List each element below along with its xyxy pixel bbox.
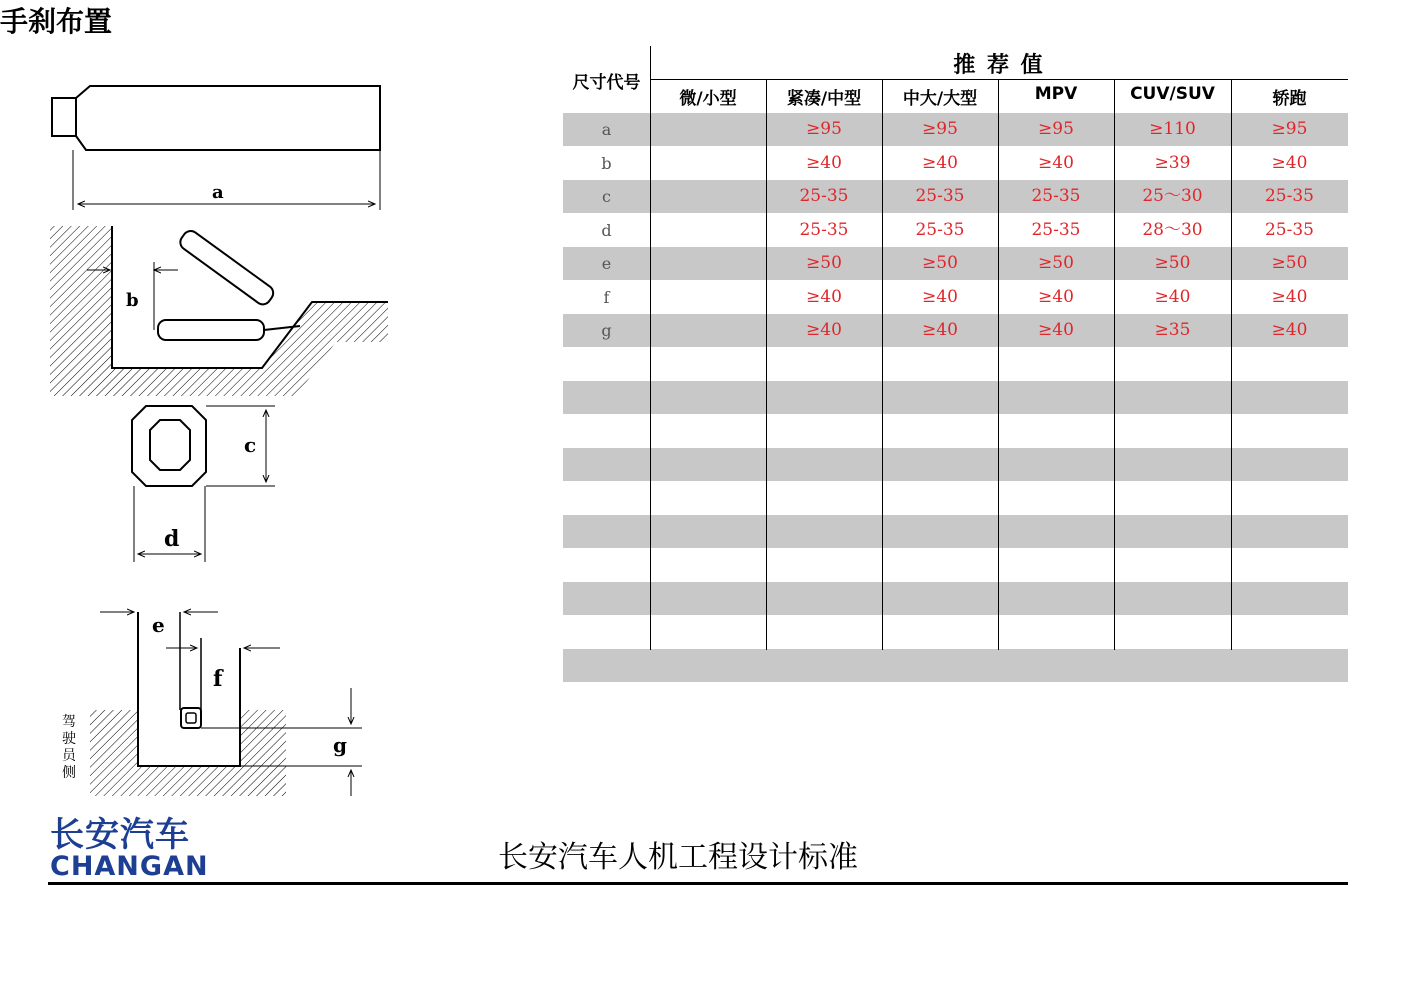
table-cell: 25-35 — [799, 219, 849, 240]
table-cell — [650, 180, 766, 213]
table-code-header: 尺寸代号 — [572, 73, 641, 93]
column-divider — [650, 46, 651, 650]
page-title: 手刹布置 — [0, 5, 113, 38]
column-divider — [998, 80, 999, 650]
table-cell: ≥40 — [922, 286, 958, 307]
row-band — [563, 649, 1348, 682]
row-code: a — [601, 120, 612, 139]
table-group-header: 推 荐 值 — [953, 53, 1045, 78]
table-cell: ≥39 — [1154, 152, 1191, 173]
table-cell: ≥40 — [1038, 320, 1074, 340]
row-code: c — [602, 187, 611, 206]
table-cell: 25-35 — [799, 186, 849, 206]
logo-cn-text: 长安汽车 — [50, 815, 190, 855]
column-header: 轿跑 — [1272, 89, 1307, 109]
table-cell — [650, 281, 766, 314]
table-cell: ≥40 — [1271, 320, 1308, 340]
table-cell — [650, 147, 766, 180]
handle-top-view — [52, 86, 380, 210]
column-divider — [882, 80, 883, 650]
handbrake-layout-diagram — [0, 0, 560, 810]
table-cell: ≥40 — [1154, 286, 1191, 307]
table-cell: 25-35 — [1031, 186, 1081, 206]
row-code: d — [601, 220, 612, 240]
table-cell: 25-35 — [915, 186, 965, 206]
row-code: g — [601, 321, 612, 340]
table-cell: ≥40 — [1271, 286, 1308, 307]
table-cell: ≥35 — [1154, 320, 1191, 340]
table-cell: ≥40 — [1038, 152, 1074, 173]
row-code: b — [601, 153, 612, 173]
table-cell: ≥40 — [806, 152, 842, 173]
dim-label-f: f — [213, 666, 223, 692]
table-cell: ≥50 — [922, 253, 958, 273]
table-cell: 25-35 — [1031, 219, 1081, 240]
column-header: 紧凑/中型 — [786, 89, 862, 109]
table-cell: ≥95 — [922, 119, 958, 139]
table-cell: 25-35 — [1264, 219, 1314, 240]
table-cell: ≥95 — [1271, 119, 1308, 139]
column-header: CUV/SUV — [1130, 84, 1215, 104]
dim-label-d: d — [164, 526, 180, 552]
table-cell — [650, 214, 766, 247]
footer-title: 长安汽车人机工程设计标准 — [498, 840, 858, 875]
table-cell: ≥40 — [922, 152, 958, 173]
changan-logo — [50, 815, 209, 882]
table-cell: ≥50 — [1271, 253, 1308, 273]
header-divider — [650, 79, 1348, 80]
table-cell: 25～30 — [1142, 186, 1203, 206]
column-divider — [1231, 80, 1232, 650]
table-cell: ≥40 — [806, 320, 842, 340]
table-cell: ≥40 — [806, 286, 842, 307]
dim-label-a: a — [212, 182, 224, 203]
row-code: e — [601, 254, 612, 273]
table-cell: ≥95 — [806, 119, 842, 139]
table-cell: 25-35 — [1264, 186, 1314, 206]
column-header: MPV — [1034, 84, 1078, 104]
table-cell: ≥40 — [922, 320, 958, 340]
dim-label-g: g — [333, 733, 347, 757]
dim-label-b: b — [126, 290, 139, 311]
table-cell: 28～30 — [1142, 219, 1203, 240]
table-cell — [650, 247, 766, 280]
table-cell: 25-35 — [915, 219, 965, 240]
logo-en-text: CHANGAN — [50, 851, 209, 882]
driver-side-note: 驾驶员侧 — [62, 714, 76, 781]
table-cell: ≥40 — [1038, 286, 1074, 307]
console-section — [90, 612, 362, 796]
table-cell: ≥50 — [1154, 253, 1191, 273]
handle-cross-section — [132, 406, 275, 562]
column-divider — [766, 80, 767, 650]
dim-label-c: c — [244, 433, 257, 457]
table-cell: ≥50 — [806, 253, 842, 273]
table-cell — [650, 113, 766, 146]
table-cell: ≥110 — [1149, 119, 1196, 139]
column-header: 微/小型 — [679, 89, 737, 109]
table-cell — [650, 314, 766, 347]
table-cell: ≥40 — [1271, 152, 1308, 173]
table-cell: ≥50 — [1038, 253, 1074, 273]
column-divider — [1114, 80, 1115, 650]
column-header: 中大/大型 — [902, 89, 978, 109]
row-code: f — [603, 287, 610, 307]
table-cell: ≥95 — [1038, 119, 1074, 139]
recommended-values-table — [563, 46, 1348, 650]
handle-side-section — [50, 226, 388, 396]
dim-label-e: e — [152, 613, 165, 637]
footer-rule — [48, 882, 1348, 885]
